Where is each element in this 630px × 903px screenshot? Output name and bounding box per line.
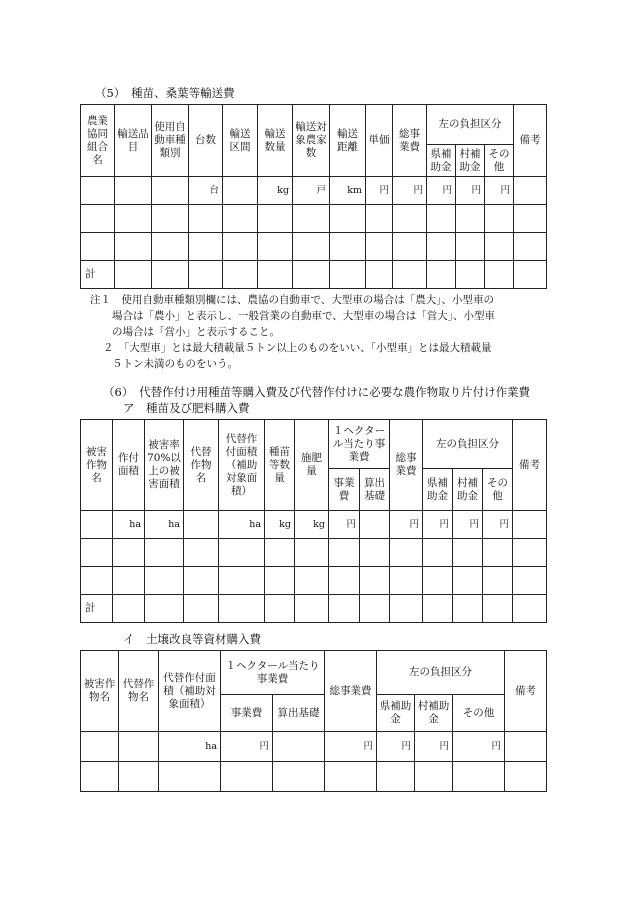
col-ken: 県補助金 <box>427 145 456 177</box>
col-menseki: 作付面積 <box>113 420 145 511</box>
unit-noka: 戸 <box>293 177 330 205</box>
unit-jigyohi: 円 <box>329 511 360 539</box>
unit-sonota: 円 <box>453 732 505 762</box>
col-mura: 村補助金 <box>453 469 483 511</box>
col-santei: 算出基礎 <box>273 695 325 732</box>
note-1-line-3: の場合は「営小」と表示すること。 <box>112 326 280 338</box>
unit-mura: 円 <box>453 511 483 539</box>
col-shubyo: 種苗等数量 <box>265 420 295 511</box>
col-noka: 輸送対象農家数 <box>293 105 330 177</box>
col-futan: 左の負担区分 <box>377 651 505 695</box>
section-5-title: （5） 種苗、桑葉等輸送費 <box>95 86 235 100</box>
unit-ken: 円 <box>377 732 415 762</box>
col-ha-jigyo: １ヘクタール当たり事業費 <box>329 420 390 469</box>
col-sojigyo: 総事業費 <box>393 105 427 177</box>
col-tanka: 単価 <box>366 105 393 177</box>
note-2-line-2: ５トン未満のものをいう。 <box>112 358 238 370</box>
unit-daitai-menseki: ha <box>219 511 265 539</box>
section-6b-title: イ 土壌改良等資材購入費 <box>123 632 261 646</box>
soil-material-table <box>80 650 547 792</box>
col-ken: 県補助金 <box>377 695 415 732</box>
unit-sehi: kg <box>295 511 329 539</box>
col-sojigyo: 総事業費 <box>390 420 423 511</box>
col-shashu: 使用自動車種類別 <box>152 105 189 177</box>
col-daitai-menseki: 代替作付面積（補助対象面積） <box>219 420 265 511</box>
col-futan: 左の負担区分 <box>427 105 514 145</box>
unit-menseki: ha <box>113 511 145 539</box>
col-daitai: 代替作物名 <box>184 420 219 511</box>
col-higai: 被害作物名 <box>81 420 113 511</box>
col-futan: 左の負担区分 <box>423 420 513 469</box>
col-santei: 算出基礎 <box>360 469 390 511</box>
total-label: 計 <box>81 595 113 623</box>
unit-ken: 円 <box>423 511 453 539</box>
unit-ken: 円 <box>427 177 456 205</box>
note-1-line-2: 場合は「農小」と表示し、一般営業の自動車で、大型車の場合は「営大」、小型車 <box>112 310 496 322</box>
col-sehi: 施肥量 <box>295 420 329 511</box>
unit-tanka: 円 <box>366 177 393 205</box>
unit-shubyo: kg <box>265 511 295 539</box>
col-sojigyo: 総事業費 <box>325 651 377 732</box>
total-label: 計 <box>81 261 115 289</box>
col-hinmoku: 輸送品目 <box>115 105 152 177</box>
col-jigyohi: 事業費 <box>221 695 273 732</box>
unit-sonota: 円 <box>485 177 514 205</box>
unit-mura: 円 <box>456 177 485 205</box>
col-kumiai: 農業協同組合名 <box>81 105 115 177</box>
col-daisu: 台数 <box>189 105 223 177</box>
unit-sojigyo: 円 <box>390 511 423 539</box>
note-1-line-1: 注１ 使用自動車種類別欄には、農協の自動車で、大型車の場合は「農大」、小型車の <box>90 294 495 306</box>
unit-sojigyo: 円 <box>325 732 377 762</box>
unit-sojigyo: 円 <box>393 177 427 205</box>
unit-higairitsu: ha <box>145 511 184 539</box>
transport-cost-table <box>80 104 547 289</box>
unit-jigyohi: 円 <box>221 732 273 762</box>
col-biko: 備考 <box>505 651 547 732</box>
col-suryo: 輸送数量 <box>258 105 293 177</box>
unit-daisu: 台 <box>189 177 223 205</box>
col-biko: 備考 <box>514 105 547 177</box>
section-6a-title: ア 種苗及び肥料購入費 <box>123 401 250 415</box>
col-higairitsu: 被害率70%以上の被害面積 <box>145 420 184 511</box>
unit-mura: 円 <box>415 732 453 762</box>
section-6-title: （6） 代替作付け用種苗等購入費及び代替作付けに必要な農作物取り片付け作業費 <box>103 385 531 399</box>
col-mura: 村補助金 <box>456 145 485 177</box>
col-mura: 村補助金 <box>415 695 453 732</box>
col-daitai-menseki: 代替作付面積（補助対象面積） <box>159 651 221 732</box>
unit-sonota: 円 <box>483 511 513 539</box>
col-ken: 県補助金 <box>423 469 453 511</box>
col-jigyohi: 事業費 <box>329 469 360 511</box>
col-kukan: 輸送区間 <box>223 105 258 177</box>
note-2-line-1: ２ 「大型車」とは最大積載量５トン以上のものをいい、「小型車」とは最大積載量 <box>103 342 492 354</box>
col-sonota: その他 <box>453 695 505 732</box>
col-sonota: その他 <box>483 469 513 511</box>
unit-daitai-menseki: ha <box>159 732 221 762</box>
seed-fertilizer-table <box>80 419 547 623</box>
unit-suryo: kg <box>258 177 293 205</box>
unit-kyori: km <box>330 177 366 205</box>
col-kyori: 輸送距離 <box>330 105 366 177</box>
col-higai: 被害作物名 <box>81 651 119 732</box>
col-ha-jigyo: １ヘクタール当たり事業費 <box>221 651 325 695</box>
col-daitai: 代替作物名 <box>119 651 159 732</box>
col-biko: 備考 <box>513 420 547 511</box>
col-sonota: その他 <box>485 145 514 177</box>
